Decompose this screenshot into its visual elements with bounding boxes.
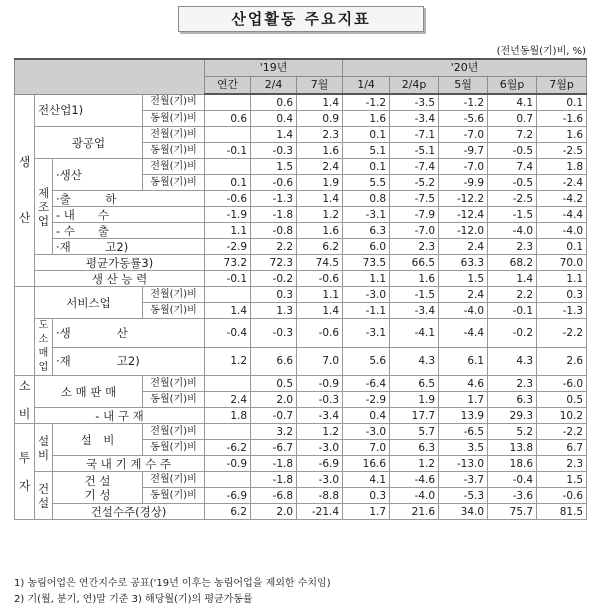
value-cell: 68.2: [488, 255, 537, 271]
row-construction-completed: 건 설 기 성: [53, 472, 143, 504]
value-cell: -2.4: [537, 175, 587, 191]
value-cell: 1.1: [343, 271, 390, 287]
mom-label: 전월(기)비: [143, 424, 205, 440]
value-cell: -0.6: [251, 175, 297, 191]
table-row: [15, 472, 587, 488]
value-cell: -2.2: [537, 424, 587, 440]
value-cell: 6.2: [205, 504, 251, 520]
value-cell: -1.1: [343, 303, 390, 319]
value-cell: 0.4: [251, 111, 297, 127]
value-cell: 1.4: [488, 271, 537, 287]
value-cell: 6.2: [297, 239, 343, 255]
value-cell: -13.0: [439, 456, 488, 472]
row-capacity: 생 산 능 력: [35, 271, 205, 287]
value-cell: 66.5: [390, 255, 439, 271]
value-cell: 2.3: [297, 127, 343, 143]
yoy-label: 동월(기)비: [143, 392, 205, 408]
value-cell: [205, 424, 251, 440]
value-cell: -1.8: [251, 456, 297, 472]
value-cell: -6.4: [343, 376, 390, 392]
value-cell: 72.3: [251, 255, 297, 271]
yoy-label: 동월(기)비: [143, 175, 205, 191]
value-cell: 13.8: [488, 440, 537, 456]
value-cell: -6.7: [251, 440, 297, 456]
value-cell: 1.1: [205, 223, 251, 239]
value-cell: 0.1: [205, 175, 251, 191]
category-production: 생 산: [15, 94, 35, 287]
value-cell: -4.0: [439, 303, 488, 319]
value-cell: -7.4: [390, 159, 439, 175]
value-cell: -0.9: [205, 456, 251, 472]
value-cell: -3.0: [297, 440, 343, 456]
row-retail-sales: 소 매 판 매: [35, 376, 143, 408]
table-row: [15, 207, 587, 223]
value-cell: 1.5: [537, 472, 587, 488]
value-cell: -1.8: [251, 472, 297, 488]
col-header-5: 5월: [439, 77, 488, 95]
table-row: [15, 223, 587, 239]
value-cell: 18.6: [488, 456, 537, 472]
value-cell: -4.6: [390, 472, 439, 488]
value-cell: [205, 287, 251, 303]
value-cell: -4.0: [390, 488, 439, 504]
header-2019: '19년: [205, 59, 343, 77]
value-cell: -8.8: [297, 488, 343, 504]
value-cell: 13.9: [439, 408, 488, 424]
value-cell: -0.4: [205, 319, 251, 348]
yoy-label: 동월(기)비: [143, 488, 205, 504]
row-ws-inventory: ·재 고2): [53, 347, 205, 376]
table-row: [15, 347, 587, 376]
value-cell: 5.6: [343, 347, 390, 376]
value-cell: -7.0: [439, 127, 488, 143]
value-cell: 17.7: [390, 408, 439, 424]
value-cell: -0.6: [297, 319, 343, 348]
value-cell: 73.2: [205, 255, 251, 271]
value-cell: -4.0: [488, 223, 537, 239]
mom-label: 전월(기)비: [143, 94, 205, 111]
value-cell: 1.9: [390, 392, 439, 408]
yoy-label: 동월(기)비: [143, 143, 205, 159]
value-cell: 5.2: [488, 424, 537, 440]
value-cell: -2.9: [343, 392, 390, 408]
value-cell: [205, 472, 251, 488]
value-cell: 1.4: [251, 127, 297, 143]
value-cell: 63.3: [439, 255, 488, 271]
row-all-industry: 전산업1): [35, 94, 143, 127]
row-utilization: 평균가동률3): [35, 255, 205, 271]
value-cell: 1.4: [205, 303, 251, 319]
value-cell: 70.0: [537, 255, 587, 271]
value-cell: 7.2: [488, 127, 537, 143]
value-cell: -7.0: [439, 159, 488, 175]
value-cell: -9.9: [439, 175, 488, 191]
row-facility-investment: 설 비: [53, 424, 143, 456]
row-inventory: ·재 고2): [53, 239, 205, 255]
value-cell: 1.1: [537, 271, 587, 287]
value-cell: -0.1: [205, 143, 251, 159]
value-cell: [205, 376, 251, 392]
value-cell: 3.5: [439, 440, 488, 456]
value-cell: -0.1: [488, 303, 537, 319]
value-cell: 2.3: [488, 239, 537, 255]
value-cell: -3.0: [343, 424, 390, 440]
col-header-4: 2/4p: [390, 77, 439, 95]
table-row: [15, 271, 587, 287]
value-cell: -4.1: [390, 319, 439, 348]
col-header-1: 2/4: [251, 77, 297, 95]
value-cell: 1.5: [439, 271, 488, 287]
value-cell: -0.4: [488, 472, 537, 488]
value-cell: 6.3: [488, 392, 537, 408]
value-cell: 0.6: [251, 94, 297, 111]
value-cell: 6.3: [343, 223, 390, 239]
page-title: 산업활동 주요지표: [231, 10, 371, 28]
value-cell: -3.4: [297, 408, 343, 424]
value-cell: 1.5: [251, 159, 297, 175]
value-cell: 6.5: [390, 376, 439, 392]
value-cell: 6.0: [343, 239, 390, 255]
value-cell: 2.0: [251, 392, 297, 408]
value-cell: -6.9: [205, 488, 251, 504]
value-cell: 1.7: [439, 392, 488, 408]
mom-label: 전월(기)비: [143, 287, 205, 303]
header-blank: [15, 287, 35, 376]
col-header-7: 7월p: [537, 77, 587, 95]
footnote-1: 1) 농림어업은 연간지수로 공표('19년 이후는 농림어업을 제외한 수치임): [14, 578, 331, 589]
value-cell: 1.2: [390, 456, 439, 472]
table-row: [15, 159, 587, 175]
col-header-0: 연간: [205, 77, 251, 95]
value-cell: -2.5: [537, 143, 587, 159]
value-cell: -7.1: [390, 127, 439, 143]
value-cell: 1.6: [390, 271, 439, 287]
value-cell: -7.5: [390, 191, 439, 207]
value-cell: 5.1: [343, 143, 390, 159]
value-cell: 21.6: [390, 504, 439, 520]
value-cell: 3.2: [251, 424, 297, 440]
value-cell: -4.4: [439, 319, 488, 348]
value-cell: -6.9: [297, 456, 343, 472]
value-cell: -1.2: [343, 94, 390, 111]
value-cell: 0.3: [251, 287, 297, 303]
value-cell: -2.9: [205, 239, 251, 255]
row-shipment: ·출 하: [53, 191, 205, 207]
value-cell: 0.1: [537, 94, 587, 111]
value-cell: -21.4: [297, 504, 343, 520]
value-cell: -4.0: [537, 223, 587, 239]
value-cell: 0.3: [537, 287, 587, 303]
value-cell: 0.7: [488, 111, 537, 127]
yoy-label: 동월(기)비: [143, 440, 205, 456]
value-cell: -7.9: [390, 207, 439, 223]
value-cell: -0.2: [251, 271, 297, 287]
value-cell: 1.4: [297, 303, 343, 319]
value-cell: -1.5: [488, 207, 537, 223]
value-cell: -4.4: [537, 207, 587, 223]
value-cell: 81.5: [537, 504, 587, 520]
value-cell: 4.1: [343, 472, 390, 488]
value-cell: 1.3: [251, 303, 297, 319]
value-cell: 7.0: [297, 347, 343, 376]
value-cell: 2.2: [251, 239, 297, 255]
value-cell: -0.5: [488, 143, 537, 159]
value-cell: -3.1: [343, 207, 390, 223]
row-construction-orders: 건설수주(경상): [53, 504, 205, 520]
unit-note: (전년동월(기)비, %): [496, 46, 586, 57]
value-cell: -6.2: [205, 440, 251, 456]
value-cell: 1.2: [297, 424, 343, 440]
category-manufacturing: 제 조 업: [35, 159, 53, 255]
value-cell: 29.3: [488, 408, 537, 424]
value-cell: 0.5: [537, 392, 587, 408]
value-cell: -5.3: [439, 488, 488, 504]
value-cell: 7.0: [343, 440, 390, 456]
row-durable-goods: - 내 구 재: [35, 408, 205, 424]
value-cell: -4.2: [537, 191, 587, 207]
value-cell: 0.1: [343, 127, 390, 143]
value-cell: -0.6: [297, 271, 343, 287]
value-cell: 1.2: [205, 347, 251, 376]
value-cell: 2.3: [488, 376, 537, 392]
value-cell: 0.8: [343, 191, 390, 207]
value-cell: 4.6: [439, 376, 488, 392]
value-cell: 7.4: [488, 159, 537, 175]
value-cell: 4.3: [488, 347, 537, 376]
value-cell: -1.5: [390, 287, 439, 303]
value-cell: -6.8: [251, 488, 297, 504]
value-cell: 1.2: [297, 207, 343, 223]
value-cell: -1.2: [439, 94, 488, 111]
value-cell: -1.6: [537, 111, 587, 127]
value-cell: 75.7: [488, 504, 537, 520]
table-row: [15, 287, 587, 303]
value-cell: -3.0: [343, 287, 390, 303]
col-header-2: 7월: [297, 77, 343, 95]
value-cell: -0.6: [537, 488, 587, 504]
value-cell: -12.2: [439, 191, 488, 207]
table-body: [15, 59, 587, 520]
value-cell: 2.6: [537, 347, 587, 376]
table-row: [15, 408, 587, 424]
value-cell: -3.1: [343, 319, 390, 348]
value-cell: 5.5: [343, 175, 390, 191]
table-row: [15, 319, 587, 348]
mom-label: 전월(기)비: [143, 159, 205, 175]
value-cell: -0.9: [297, 376, 343, 392]
value-cell: 1.6: [537, 127, 587, 143]
value-cell: 1.8: [205, 408, 251, 424]
value-cell: -3.0: [297, 472, 343, 488]
value-cell: -0.5: [488, 175, 537, 191]
value-cell: -7.0: [390, 223, 439, 239]
table-row: [15, 239, 587, 255]
value-cell: -9.7: [439, 143, 488, 159]
value-cell: -6.0: [537, 376, 587, 392]
value-cell: -1.3: [251, 191, 297, 207]
value-cell: [205, 159, 251, 175]
value-cell: -1.9: [205, 207, 251, 223]
value-cell: -2.5: [488, 191, 537, 207]
value-cell: 73.5: [343, 255, 390, 271]
col-header-6: 6월p: [488, 77, 537, 95]
header-blank: [15, 59, 205, 94]
value-cell: [205, 94, 251, 111]
footnote-2: 2) 기(월, 분기, 연)말 기준 3) 해당월(기)의 평균가동률: [14, 594, 253, 605]
row-ws-production: ·생 산: [53, 319, 205, 348]
mom-label: 전월(기)비: [143, 472, 205, 488]
table-row: [15, 191, 587, 207]
value-cell: 2.2: [488, 287, 537, 303]
value-cell: -12.4: [439, 207, 488, 223]
table-row: [15, 376, 587, 392]
value-cell: -1.3: [537, 303, 587, 319]
table-row: [15, 127, 587, 143]
row-mining-manufacturing: 광공업: [35, 127, 143, 159]
value-cell: -3.4: [390, 303, 439, 319]
table-row: [15, 94, 587, 111]
value-cell: -0.3: [297, 392, 343, 408]
value-cell: 4.1: [488, 94, 537, 111]
value-cell: 74.5: [297, 255, 343, 271]
mom-label: 전월(기)비: [143, 127, 205, 143]
table-row: [15, 59, 587, 77]
value-cell: 1.8: [537, 159, 587, 175]
mom-label: 전월(기)비: [143, 376, 205, 392]
category-construction: 건 설: [35, 472, 53, 520]
value-cell: -0.3: [251, 319, 297, 348]
table-row: [15, 504, 587, 520]
value-cell: 2.0: [251, 504, 297, 520]
value-cell: 1.9: [297, 175, 343, 191]
value-cell: 1.1: [297, 287, 343, 303]
value-cell: 0.5: [251, 376, 297, 392]
category-consumption: 소 비: [15, 376, 35, 424]
value-cell: 4.3: [390, 347, 439, 376]
row-services: 서비스업: [35, 287, 143, 319]
value-cell: -2.2: [537, 319, 587, 348]
category-facility: 설 비: [35, 424, 53, 472]
value-cell: 0.1: [343, 159, 390, 175]
value-cell: 10.2: [537, 408, 587, 424]
row-machinery-orders: 국 내 기 계 수 주: [53, 456, 205, 472]
value-cell: 6.7: [537, 440, 587, 456]
value-cell: 6.3: [390, 440, 439, 456]
value-cell: 2.3: [390, 239, 439, 255]
value-cell: -0.1: [205, 271, 251, 287]
value-cell: -0.3: [251, 143, 297, 159]
row-mfg-production: ·생산: [53, 159, 143, 191]
table-row: [15, 456, 587, 472]
value-cell: 2.4: [439, 239, 488, 255]
value-cell: 5.7: [390, 424, 439, 440]
value-cell: 0.4: [343, 408, 390, 424]
value-cell: -0.6: [205, 191, 251, 207]
value-cell: -5.1: [390, 143, 439, 159]
value-cell: 1.4: [297, 94, 343, 111]
value-cell: -6.5: [439, 424, 488, 440]
value-cell: 1.6: [343, 111, 390, 127]
row-domestic: - 내 수: [53, 207, 205, 223]
value-cell: 2.4: [297, 159, 343, 175]
value-cell: 2.4: [205, 392, 251, 408]
yoy-label: 동월(기)비: [143, 111, 205, 127]
table-row: [15, 424, 587, 440]
value-cell: -0.7: [251, 408, 297, 424]
category-wholesale-retail: 도 소 매 업: [35, 319, 53, 376]
indicator-table: [14, 58, 587, 520]
row-export: - 수 출: [53, 223, 205, 239]
value-cell: 34.0: [439, 504, 488, 520]
value-cell: -3.7: [439, 472, 488, 488]
value-cell: -3.6: [488, 488, 537, 504]
value-cell: 6.1: [439, 347, 488, 376]
value-cell: 1.7: [343, 504, 390, 520]
page-title-box: [178, 6, 424, 32]
value-cell: -3.5: [390, 94, 439, 111]
category-investment: 투 자: [15, 424, 35, 520]
value-cell: 6.6: [251, 347, 297, 376]
value-cell: -12.0: [439, 223, 488, 239]
value-cell: -0.8: [251, 223, 297, 239]
value-cell: 2.4: [439, 287, 488, 303]
value-cell: -5.2: [390, 175, 439, 191]
value-cell: -0.2: [488, 319, 537, 348]
value-cell: 1.4: [297, 191, 343, 207]
value-cell: [205, 127, 251, 143]
header-2020: '20년: [343, 59, 587, 77]
value-cell: 0.1: [537, 239, 587, 255]
value-cell: 2.3: [537, 456, 587, 472]
col-header-3: 1/4: [343, 77, 390, 95]
value-cell: 1.6: [297, 223, 343, 239]
value-cell: 1.6: [297, 143, 343, 159]
yoy-label: 동월(기)비: [143, 303, 205, 319]
value-cell: 0.3: [343, 488, 390, 504]
value-cell: 0.6: [205, 111, 251, 127]
value-cell: 16.6: [343, 456, 390, 472]
value-cell: -3.4: [390, 111, 439, 127]
value-cell: 0.9: [297, 111, 343, 127]
value-cell: -5.6: [439, 111, 488, 127]
table-row: [15, 255, 587, 271]
value-cell: -1.8: [251, 207, 297, 223]
